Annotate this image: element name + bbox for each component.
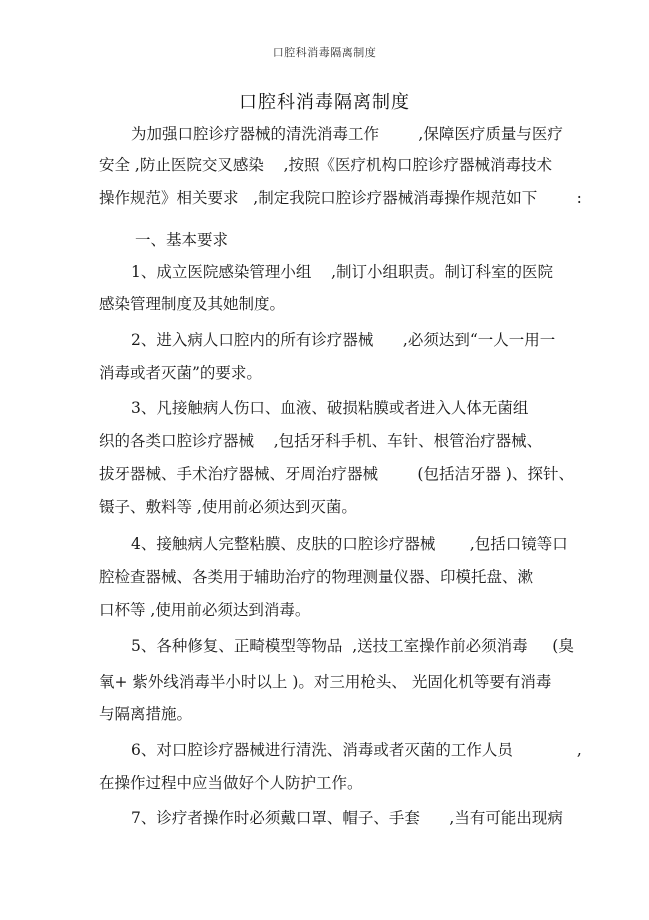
body-line: 3、凡接触病人伤口、血液、破损粘膜或者进入人体无菌组 [131,399,529,417]
body-line: 5、各种修复、正畸模型等物品 ,送技工室操作前必须消毒 (臭 [131,637,574,655]
body-line: 口杯等 ,使用前必须达到消毒。 [99,601,311,619]
body-line: 消毒或者灭菌”的要求。 [99,364,262,382]
body-line: 7、诊疗者操作时必须戴口罩、帽子、手套 ,当有可能出现病 [131,809,563,827]
body-line: 在操作过程中应当做好个人防护工作。 [99,774,363,792]
body-line: 氧+ 紫外线消毒半小时以上 )。对三用枪头、 光固化机等要有消毒 [99,673,552,691]
body-line: 为加强口腔诊疗器械的清洗消毒工作 ,保障医疗质量与医疗 [131,125,563,143]
body-line: 腔检查器械、各类用于辅助治疗的物理测量仪器、印模托盘、漱 [99,568,534,586]
body-line: 与隔离措施。 [99,705,193,723]
document-title: 口腔科消毒隔离制度 [239,92,410,113]
body-line: 操作规范》相关要求 ,制定我院口腔诊疗器械消毒操作规范如下 : [99,189,582,207]
body-line: 安全 ,防止医院交叉感染 ,按照《医疗机构口腔诊疗器械消毒技术 [99,156,552,174]
body-line: 感染管理制度及其她制度。 [99,295,286,313]
body-line: 4、接触病人完整粘膜、皮肤的口腔诊疗器械 ,包括口镜等口 [131,535,568,553]
body-line: 6、对口腔诊疗器械进行清洗、消毒或者灭菌的工作人员 , [131,741,582,759]
body-line: 织的各类口腔诊疗器械 ,包括牙科手机、车针、根管治疗器械、 [99,432,543,450]
body-line: 拔牙器械、手术治疗器械、牙周治疗器械 (包括洁牙器 )、探针、 [99,465,574,483]
section-heading: 一、基本要求 [135,231,229,249]
body-line: 镊子、敷料等 ,使用前必须达到灭菌。 [99,498,357,516]
body-line: 2、进入病人口腔内的所有诊疗器械 ,必须达到“一人一用一 [131,331,556,349]
body-line: 1、成立医院感染管理小组 ,制订小组职责。制订科室的医院 [131,263,553,281]
running-header: 口腔科消毒隔离制度 [272,46,377,59]
